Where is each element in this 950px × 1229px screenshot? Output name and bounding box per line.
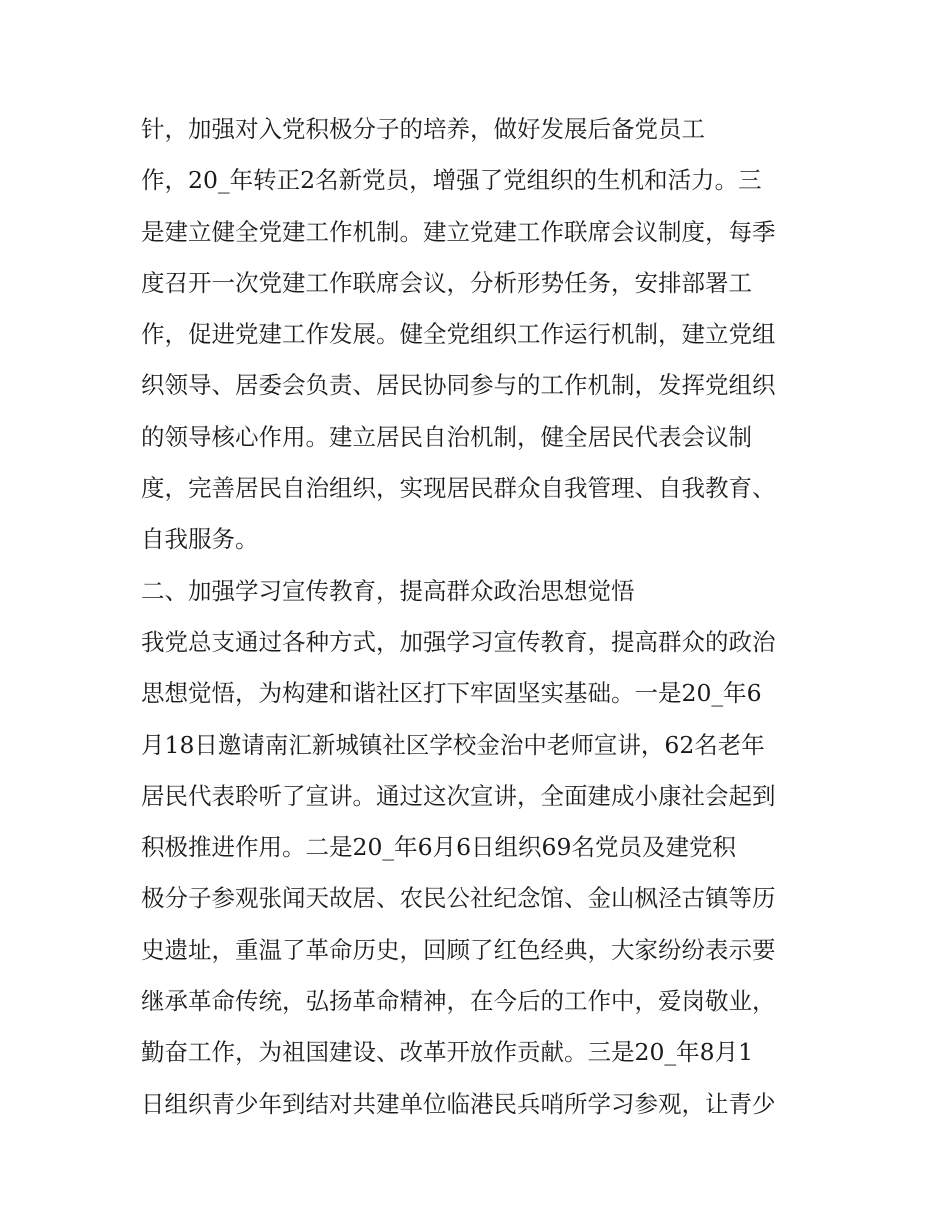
text-line: 史遗址，重温了革命历史，回顾了红色经典，大家纷纷表示要	[141, 935, 776, 964]
text-line: 度，完善居民自治组织，实现居民群众自我管理、自我教育、	[141, 474, 776, 503]
text-line: 日组织青少年到结对共建单位临港民兵哨所学习参观，让青少	[141, 1089, 776, 1118]
body-text	[141, 104, 821, 1130]
text-line: 月18日邀请南汇新城镇社区学校金治中老师宣讲，62名老年	[141, 730, 765, 759]
text-line: 自我服务。	[141, 525, 259, 554]
text-line: 作，20_年转正2名新党员，增强了党组织的生机和活力。三	[141, 166, 762, 195]
text-line: 我党总支通过各种方式，加强学习宣传教育，提高群众的政治	[141, 627, 776, 656]
text-line: 积极推进作用。二是20_年6月6日组织69名党员及建党积	[141, 833, 736, 862]
text-line: 度召开一次党建工作联席会议，分析形势任务，安排部署工	[141, 268, 752, 297]
text-line: 居民代表聆听了宣讲。通过这次宣讲，全面建成小康社会起到	[141, 781, 776, 810]
text-line: 是建立健全党建工作机制。建立党建工作联席会议制度，每季	[141, 217, 776, 246]
text-line: 极分子参观张闻天故居、农民公社纪念馆、金山枫泾古镇等历	[141, 884, 776, 913]
text-line: 作，促进党建工作发展。健全党组织工作运行机制，建立党组	[141, 320, 776, 349]
text-line: 的领导核心作用。建立居民自治机制，健全居民代表会议制	[141, 422, 752, 451]
text-line: 继承革命传统，弘扬革命精神，在今后的工作中，爱岗敬业，	[141, 987, 776, 1016]
text-line: 勤奋工作，为祖国建设、改革开放作贡献。三是20_年8月1	[141, 1038, 754, 1067]
text-line: 织领导、居委会负责、居民协同参与的工作机制，发挥党组织	[141, 371, 776, 400]
text-line: 针，加强对入党积极分子的培养，做好发展后备党员工	[141, 115, 705, 143]
section-heading: 二、加强学习宣传教育，提高群众政治思想觉悟	[141, 576, 635, 605]
text-line: 思想觉悟，为构建和谐社区打下牢固坚实基础。一是20_年6	[141, 679, 762, 708]
